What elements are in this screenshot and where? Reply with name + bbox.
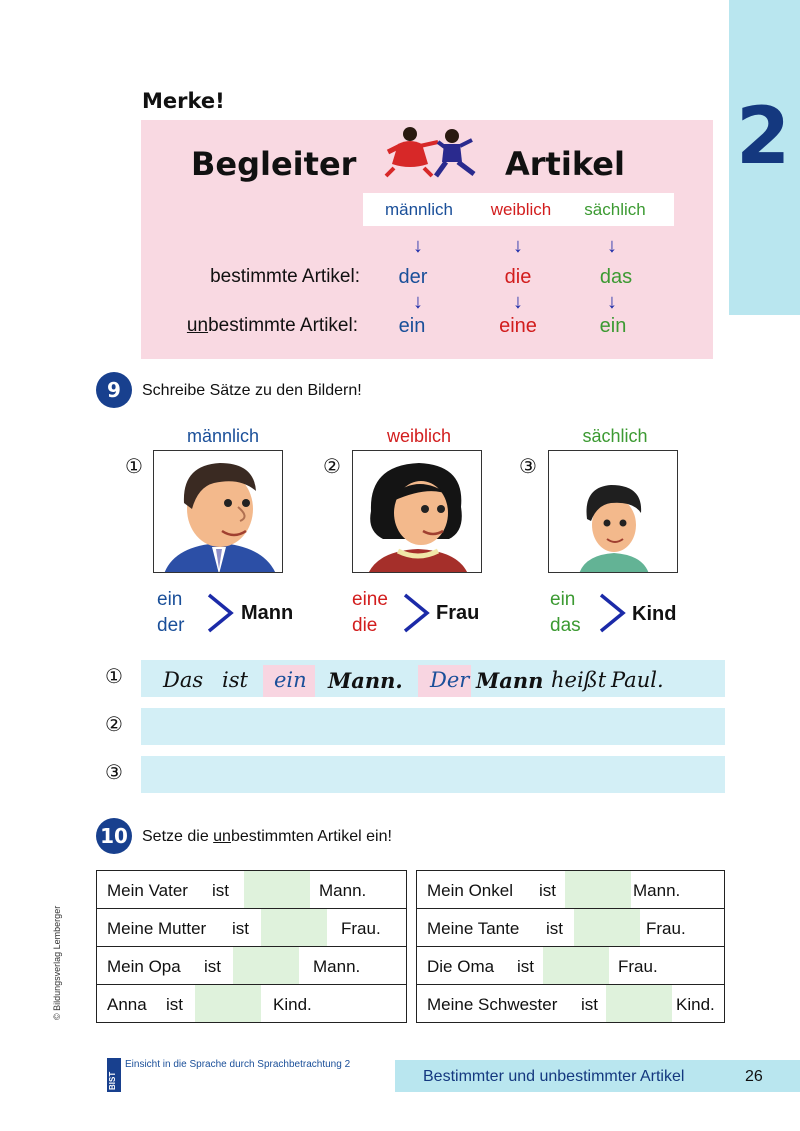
verb: ist bbox=[212, 881, 229, 900]
series-title: Einsicht in die Sprache durch Sprachbetrachtung 2 bbox=[125, 1059, 351, 1070]
article-gap[interactable] bbox=[261, 909, 327, 946]
def-article-feminine: die bbox=[352, 615, 378, 636]
indefinite-neuter: ein bbox=[599, 315, 627, 337]
arrow-down-icon: ↓ bbox=[607, 291, 617, 313]
bist-label: BIST bbox=[108, 1071, 117, 1090]
handwritten-word: heißt bbox=[551, 668, 607, 692]
article-gap[interactable] bbox=[606, 985, 672, 1022]
verb: ist bbox=[166, 995, 183, 1014]
noun: Kind. bbox=[273, 995, 312, 1014]
article-gap[interactable] bbox=[233, 947, 299, 984]
exercise-table-left bbox=[96, 870, 407, 1023]
writing-line-2[interactable] bbox=[141, 708, 725, 745]
handwritten-article-der: Der bbox=[430, 668, 470, 692]
table-row bbox=[97, 871, 407, 909]
chevron-right-icon bbox=[597, 593, 627, 633]
def-article-neuter: das bbox=[550, 615, 581, 636]
def-article-masculine: der bbox=[157, 615, 185, 636]
child-portrait bbox=[548, 450, 678, 573]
article-gap[interactable] bbox=[244, 871, 310, 908]
instruction-part: Setze die bbox=[142, 828, 214, 845]
table-row bbox=[97, 947, 407, 985]
subject: Die Oma bbox=[427, 957, 495, 976]
arrow-down-icon: ↓ bbox=[607, 235, 617, 257]
article-gap[interactable] bbox=[574, 909, 640, 946]
verb: ist bbox=[517, 957, 534, 976]
noun: Frau. bbox=[618, 957, 658, 976]
picture-number: ① bbox=[125, 456, 143, 478]
picture-caption-masculine: männlich bbox=[186, 426, 260, 446]
table-row bbox=[417, 871, 725, 909]
indefinite-label-rest: bestimmte Artikel: bbox=[208, 315, 358, 336]
verb: ist bbox=[232, 919, 249, 938]
picture-number: ③ bbox=[519, 456, 537, 478]
chevron-right-icon bbox=[205, 593, 235, 633]
definite-neuter: das bbox=[599, 266, 633, 288]
gender-label-neuter: sächlich bbox=[584, 200, 646, 219]
subject: Meine Mutter bbox=[107, 919, 207, 938]
task-number-badge: 10 bbox=[96, 818, 132, 854]
subject: Mein Vater bbox=[107, 881, 188, 900]
article-gap[interactable] bbox=[543, 947, 609, 984]
arrow-down-icon: ↓ bbox=[513, 235, 523, 257]
noun-mann: Mann bbox=[241, 602, 294, 624]
task-instruction bbox=[142, 828, 392, 846]
indef-article-neuter: ein bbox=[550, 589, 576, 610]
picture-caption-neuter: sächlich bbox=[582, 426, 648, 446]
noun-frau: Frau bbox=[436, 602, 480, 624]
exercise-table-right bbox=[416, 870, 725, 1023]
dancing-couple-illustration bbox=[380, 124, 488, 178]
copyright-text: © Bildungsverlag Lemberger bbox=[52, 905, 62, 1020]
instruction-underlined: un bbox=[213, 828, 231, 845]
heading-begleiter: Begleiter bbox=[191, 145, 357, 183]
table-row bbox=[97, 985, 407, 1023]
indef-article-feminine: eine bbox=[352, 589, 388, 610]
chapter-number: 2 bbox=[736, 92, 791, 182]
noun: Mann. bbox=[313, 957, 361, 976]
subject: Mein Opa bbox=[107, 957, 181, 976]
arrow-down-icon: ↓ bbox=[413, 235, 423, 257]
article-gap[interactable] bbox=[565, 871, 631, 908]
page-number: 26 bbox=[745, 1068, 763, 1085]
arrow-down-icon: ↓ bbox=[513, 291, 523, 313]
task-instruction: Schreibe Sätze zu den Bildern! bbox=[142, 382, 362, 399]
arrow-down-icon: ↓ bbox=[413, 291, 423, 313]
handwritten-article-ein: ein bbox=[274, 668, 307, 692]
writing-line-3[interactable] bbox=[141, 756, 725, 793]
indefinite-masculine: ein bbox=[398, 315, 426, 337]
heading-artikel: Artikel bbox=[505, 145, 625, 183]
verb: ist bbox=[581, 995, 598, 1014]
chevron-right-icon bbox=[401, 593, 431, 633]
indef-article-masculine: ein bbox=[157, 589, 183, 610]
table-row bbox=[417, 985, 725, 1023]
subject: Mein Onkel bbox=[427, 881, 513, 900]
handwritten-word: Paul. bbox=[611, 668, 664, 692]
gender-label-masculine: männlich bbox=[384, 200, 454, 219]
noun: Frau. bbox=[341, 919, 381, 938]
table-row bbox=[417, 909, 725, 947]
merke-title: Merke! bbox=[142, 89, 225, 113]
definite-feminine: die bbox=[504, 266, 532, 288]
table-row bbox=[417, 947, 725, 985]
subject: Anna bbox=[107, 995, 147, 1014]
footer-title: Bestimmter und unbestimmter Artikel bbox=[423, 1068, 685, 1085]
table-row bbox=[97, 909, 407, 947]
noun: Mann. bbox=[319, 881, 367, 900]
subject: Meine Schwester bbox=[427, 995, 558, 1014]
man-portrait bbox=[153, 450, 283, 573]
noun-kind: Kind bbox=[632, 603, 677, 625]
noun: Frau. bbox=[646, 919, 686, 938]
handwritten-word: Mann. bbox=[328, 668, 403, 693]
noun: Mann. bbox=[633, 881, 681, 900]
article-gap[interactable] bbox=[195, 985, 261, 1022]
handwritten-word: ist bbox=[222, 668, 248, 692]
woman-portrait bbox=[352, 450, 482, 573]
gender-label-feminine: weiblich bbox=[490, 200, 552, 219]
indefinite-feminine: eine bbox=[499, 315, 537, 337]
instruction-part: bestimmten Artikel ein! bbox=[230, 828, 392, 845]
indefinite-prefix: un bbox=[186, 315, 209, 336]
verb: ist bbox=[204, 957, 221, 976]
definite-article-label: bestimmte Artikel: bbox=[210, 266, 360, 287]
noun: Kind. bbox=[676, 995, 715, 1014]
verb: ist bbox=[546, 919, 563, 938]
line-number: ③ bbox=[105, 762, 123, 784]
indefinite-article-label bbox=[128, 315, 358, 337]
picture-caption-feminine: weiblich bbox=[386, 426, 452, 446]
handwritten-word: Mann bbox=[476, 668, 544, 693]
task-number-badge: 9 bbox=[96, 372, 132, 408]
picture-number: ② bbox=[323, 456, 341, 478]
definite-masculine: der bbox=[398, 266, 428, 288]
handwritten-word: Das bbox=[163, 668, 204, 692]
subject: Meine Tante bbox=[427, 919, 520, 938]
line-number: ② bbox=[105, 714, 123, 736]
line-number: ① bbox=[105, 666, 123, 688]
verb: ist bbox=[539, 881, 556, 900]
